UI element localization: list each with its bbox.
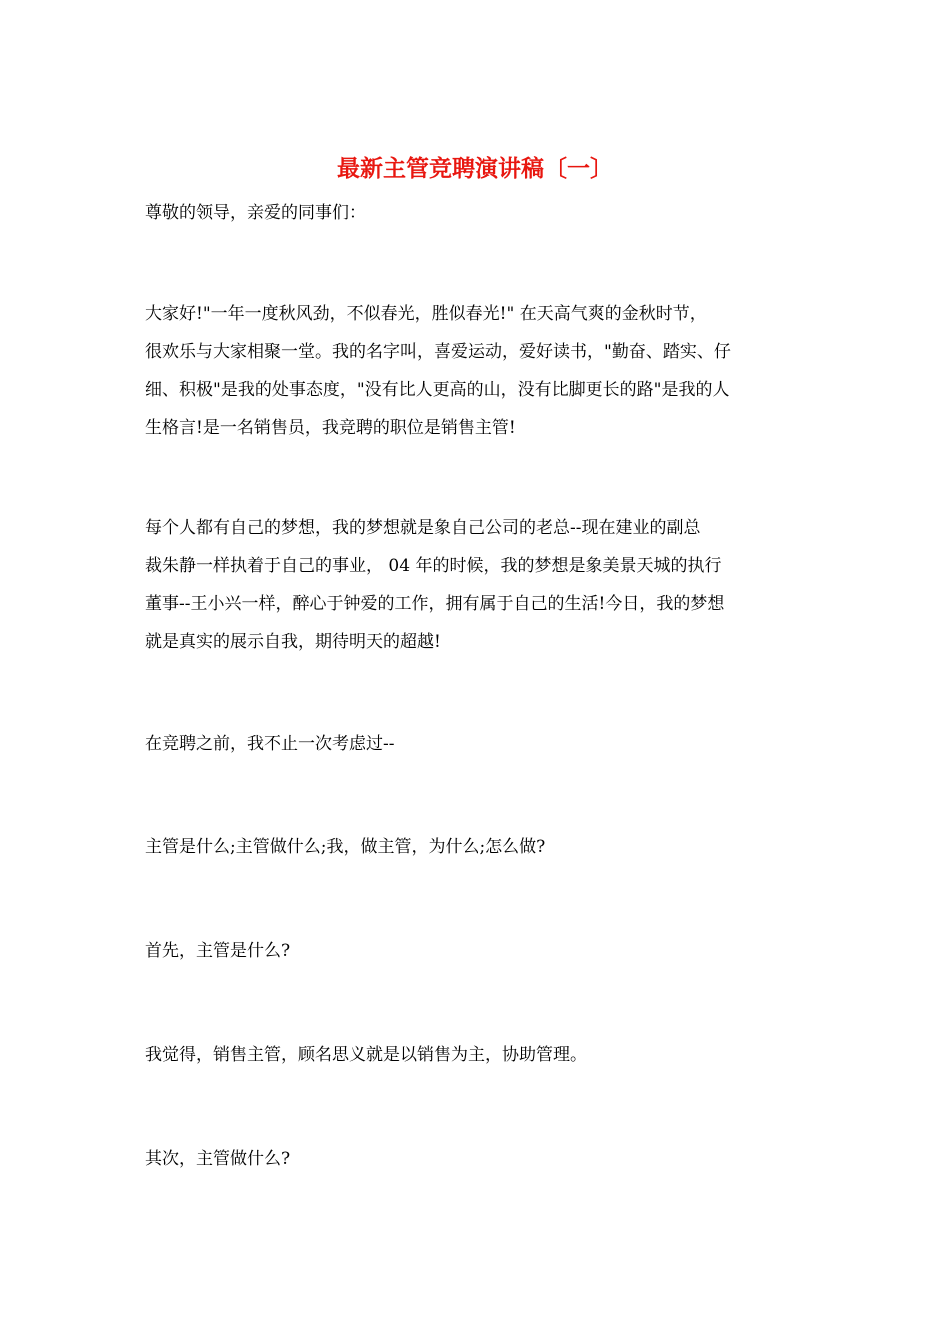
paragraph-dream: 每个人都有自己的梦想，我的梦想就是象自己公司的老总--现在建业的副总 裁朱静一样执着于自己的事业， 04 年的时候，我的梦想是象美景天城的执行 董事--王小兴一样，醉心于钟爱的工作，拥有属于自己的生活!今日，我的梦想 就是真实的展示自我，期待明天的超越! <box>145 518 725 652</box>
document-title: 最新主管竞聘演讲稿〔一〕 <box>337 155 613 182</box>
paragraph-questions: 主管是什么;主管做什么;我，做主管，为什么;怎么做? <box>145 837 546 857</box>
paragraph-introduction: 大家好!"一年一度秋风劲，不似春光，胜似春光!" 在天高气爽的金秋时节， 很欢乐与大家相聚一堂。我的名字叫，喜爱运动，爱好读书，"勤奋、踏实、仔 细、积极"是我的处事态度，"没有比人更高的山，没有比脚更长的路"是我的人 生格言!是一名销售员，我竞聘的职位是销售主管! <box>145 304 731 438</box>
salutation: 尊敬的领导，亲爱的同事们： <box>145 203 366 223</box>
paragraph-second-question: 其次，主管做什么? <box>145 1149 291 1169</box>
paragraph-first-answer: 我觉得，销售主管，顾名思义就是以销售为主，协助管理。 <box>145 1045 587 1065</box>
paragraph-before-competition: 在竞聘之前，我不止一次考虑过-- <box>145 734 395 754</box>
paragraph-first-question: 首先，主管是什么? <box>145 941 291 961</box>
